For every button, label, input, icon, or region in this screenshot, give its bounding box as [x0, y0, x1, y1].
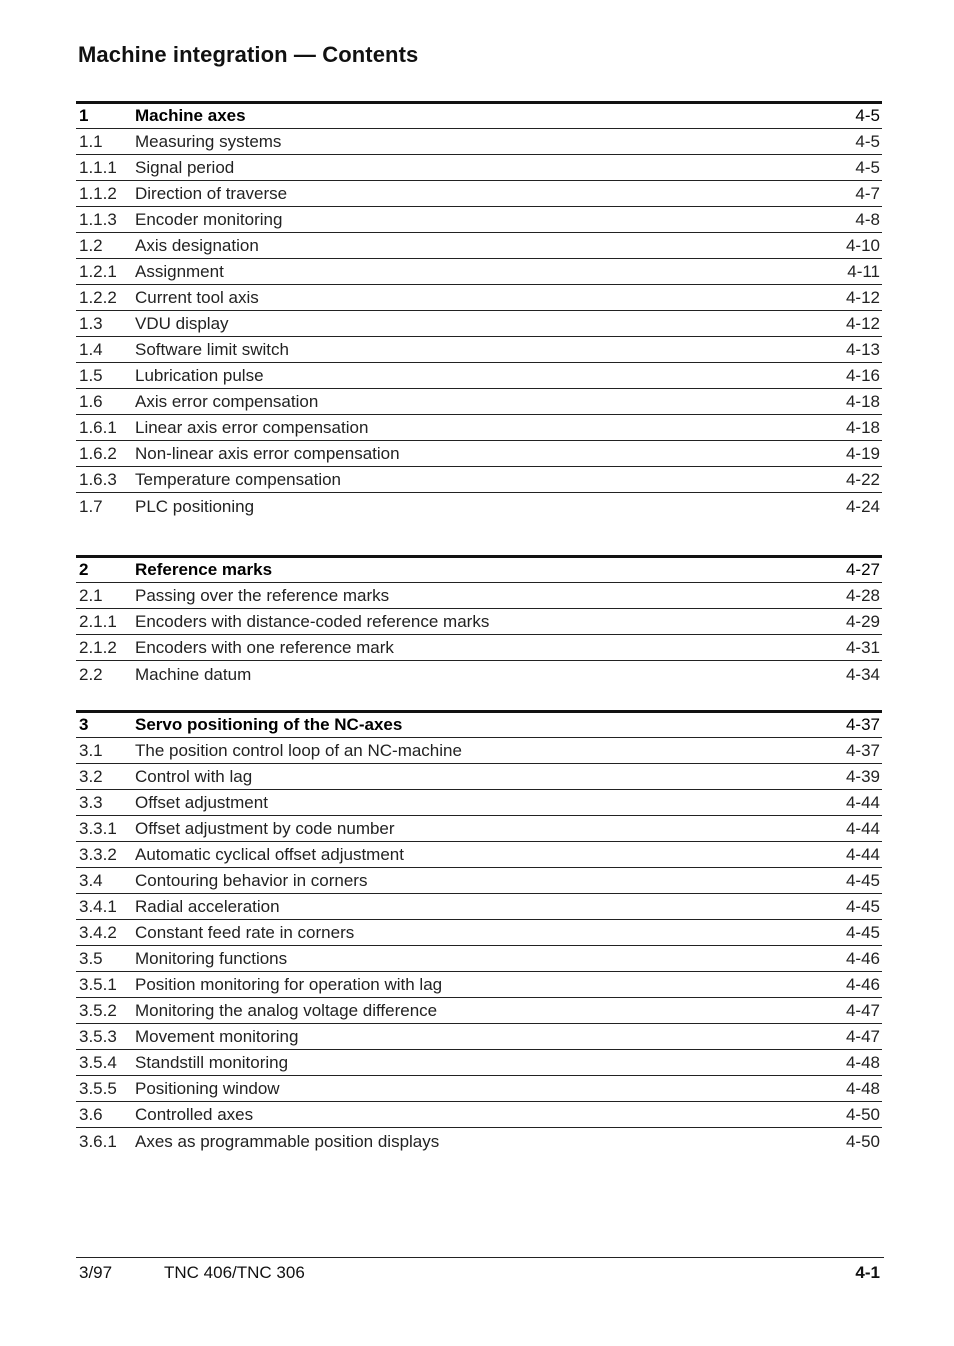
toc-entry-number: 1.1.3: [79, 210, 117, 229]
toc-entry-number: 3.3: [79, 793, 103, 812]
toc-entry-page: 4-45: [845, 923, 880, 942]
toc-entry-page: 4-34: [845, 665, 880, 684]
toc-entry-row: [76, 816, 882, 842]
toc-entry-title: Monitoring functions: [135, 949, 288, 968]
toc-entry-title: Radial acceleration: [135, 897, 280, 916]
toc-entry-row: [76, 467, 882, 493]
toc-entry-number: 3.5.3: [79, 1027, 117, 1046]
toc-section-reference-marks: [76, 555, 882, 687]
toc-entry-number: 1.2.2: [79, 288, 117, 307]
toc-entry-title: Standstill monitoring: [135, 1053, 289, 1072]
toc-entry-title: Non-linear axis error compensation: [135, 444, 400, 463]
toc-entry-number: 3.6: [79, 1105, 103, 1124]
toc-heading-row: [76, 710, 882, 738]
toc-entry-title: Encoders with one reference mark: [135, 638, 394, 657]
toc-entry-row: [76, 868, 882, 894]
toc-entry-row: [76, 609, 882, 635]
toc-entry-page: 4-45: [845, 871, 880, 890]
toc-entry-row: [76, 946, 882, 972]
toc-entry-number: 3.2: [79, 767, 103, 786]
toc-entry-number: 3.4: [79, 871, 103, 890]
toc-entry-number: 1.1.2: [79, 184, 117, 203]
toc-entry-title: Axes as programmable position displays: [135, 1132, 440, 1151]
toc-entry-title: Positioning window: [135, 1079, 280, 1098]
toc-section-servo-positioning: [76, 710, 882, 1154]
toc-entry-row: [76, 1102, 882, 1128]
toc-entry-page: 4-13: [845, 340, 880, 359]
footer-date: 3/97: [79, 1263, 113, 1282]
toc-entry-row: [76, 181, 882, 207]
toc-entry-number: 1.2: [79, 236, 103, 255]
toc-entry-page: 4-47: [845, 1001, 880, 1020]
toc-entry-number: 3.4.1: [79, 897, 117, 916]
toc-entry-title: Assignment: [135, 262, 224, 281]
toc-entry-number: 3.5.1: [79, 975, 117, 994]
toc-entry-title: Offset adjustment: [135, 793, 268, 812]
toc-section-machine-axes: [76, 101, 882, 519]
toc-entry-number: 3.5.5: [79, 1079, 117, 1098]
toc-entry-page: 4-37: [845, 741, 880, 760]
toc-entry-page: 4-44: [845, 819, 880, 838]
toc-entry-row: [76, 155, 882, 181]
toc-entry-number: 3.3.2: [79, 845, 117, 864]
toc-entry-number: 1.6: [79, 392, 103, 411]
toc-entry-number: 1.6.2: [79, 444, 117, 463]
toc-entry-row: [76, 1128, 882, 1154]
toc-entry-row: [76, 635, 882, 661]
toc-entry-row: [76, 842, 882, 868]
toc-entry-title: VDU display: [135, 314, 229, 333]
footer-model: TNC 406/TNC 306: [164, 1263, 305, 1282]
toc-entry-title: Passing over the reference marks: [135, 586, 390, 605]
toc-entry-row: [76, 337, 882, 363]
toc-entry-row: [76, 583, 882, 609]
toc-entry-row: [76, 972, 882, 998]
toc-entry-page: 4-44: [845, 845, 880, 864]
toc-entry-number: 3.1: [79, 741, 103, 760]
toc-entry-row: [76, 311, 882, 337]
toc-entry-page: 4-5: [855, 132, 880, 151]
toc-entry-row: [76, 764, 882, 790]
toc-entry-title: Constant feed rate in corners: [135, 923, 355, 942]
toc-entry-title: Control with lag: [135, 767, 253, 786]
toc-entry-number: 3.5.4: [79, 1053, 117, 1072]
toc-entry-row: [76, 129, 882, 155]
toc-entry-page: 4-18: [845, 418, 880, 437]
page-footer: [76, 1257, 884, 1282]
toc-entry-title: Axis designation: [135, 236, 259, 255]
toc-entry-number: 3.4.2: [79, 923, 117, 942]
footer-page-number: 4-1: [855, 1263, 880, 1282]
toc-entry-page: 4-48: [845, 1079, 880, 1098]
toc-entry-title: Machine datum: [135, 665, 252, 684]
toc-entry-title: Encoders with distance-coded reference marks: [135, 612, 490, 631]
toc-entry-page: 4-24: [845, 497, 880, 516]
toc-entry-title: Movement monitoring: [135, 1027, 299, 1046]
toc-entry-number: 1.3: [79, 314, 103, 333]
toc-entry-page: 4-5: [855, 158, 880, 177]
toc-entry-number: 1: [79, 106, 89, 125]
toc-heading-row: [76, 101, 882, 129]
toc-entry-title: Linear axis error compensation: [135, 418, 369, 437]
toc-entry-page: 4-45: [845, 897, 880, 916]
toc-entry-page: 4-47: [845, 1027, 880, 1046]
toc-entry-row: [76, 894, 882, 920]
toc-entry-page: 4-7: [855, 184, 880, 203]
toc-entry-row: [76, 790, 882, 816]
toc-entry-page: 4-12: [845, 288, 880, 307]
toc-entry-number: 3.5: [79, 949, 103, 968]
toc-entry-number: 1.1: [79, 132, 103, 151]
toc-entry-number: 3.5.2: [79, 1001, 117, 1020]
toc-entry-title: Measuring systems: [135, 132, 282, 151]
toc-entry-page: 4-18: [845, 392, 880, 411]
toc-entry-page: 4-27: [845, 560, 880, 579]
toc-entry-number: 3: [79, 715, 89, 734]
toc-entry-page: 4-50: [845, 1105, 880, 1124]
toc-entry-page: 4-12: [845, 314, 880, 333]
toc-entry-page: 4-44: [845, 793, 880, 812]
toc-entry-number: 2.1.2: [79, 638, 117, 657]
toc-entry-page: 4-8: [855, 210, 880, 229]
page-title: Machine integration — Contents: [78, 42, 419, 67]
toc-entry-title: Automatic cyclical offset adjustment: [135, 845, 404, 864]
toc-entry-row: [76, 285, 882, 311]
toc-entry-title: Direction of traverse: [135, 184, 288, 203]
toc-entry-number: 1.6.3: [79, 470, 117, 489]
toc-entry-title: Machine axes: [135, 106, 246, 125]
toc-entry-title: Current tool axis: [135, 288, 259, 307]
toc-entry-row: [76, 389, 882, 415]
toc-heading-row: [76, 555, 882, 583]
toc-entry-row: [76, 661, 882, 687]
toc-entry-page: 4-48: [845, 1053, 880, 1072]
toc-entry-title: Contouring behavior in corners: [135, 871, 368, 890]
toc-entry-page: 4-46: [845, 949, 880, 968]
toc-entry-row: [76, 920, 882, 946]
toc-entry-page: 4-31: [845, 638, 880, 657]
toc-entry-number: 1.7: [79, 497, 103, 516]
toc-entry-page: 4-19: [845, 444, 880, 463]
toc-entry-number: 3.3.1: [79, 819, 117, 838]
toc-entry-title: Signal period: [135, 158, 235, 177]
toc-entry-page: 4-50: [845, 1132, 880, 1151]
toc-entry-page: 4-11: [847, 262, 880, 281]
toc-entry-title: Monitoring the analog voltage difference: [135, 1001, 438, 1020]
toc-entry-title: The position control loop of an NC-machine: [135, 741, 462, 760]
toc-entry-number: 1.6.1: [79, 418, 117, 437]
toc-entry-row: [76, 1076, 882, 1102]
toc-entry-page: 4-5: [855, 106, 880, 125]
toc-entry-number: 2.2: [79, 665, 103, 684]
toc-entry-row: [76, 363, 882, 389]
toc-entry-page: 4-28: [845, 586, 880, 605]
toc-entry-title: Reference marks: [135, 560, 273, 579]
toc-entry-page: 4-29: [845, 612, 880, 631]
toc-entry-row: [76, 259, 882, 285]
toc-entry-row: [76, 1050, 882, 1076]
toc-entry-title: Encoder monitoring: [135, 210, 283, 229]
toc-entry-row: [76, 493, 882, 519]
toc-entry-page: 4-37: [845, 715, 880, 734]
toc-entry-page: 4-16: [845, 366, 880, 385]
toc-entry-page: 4-10: [845, 236, 880, 255]
toc-entry-title: Software limit switch: [135, 340, 289, 359]
toc-entry-title: Servo positioning of the NC-axes: [135, 715, 403, 734]
toc-entry-number: 2: [79, 560, 89, 579]
toc-entry-page: 4-22: [845, 470, 880, 489]
toc-entry-number: 2.1: [79, 586, 103, 605]
toc-entry-number: 2.1.1: [79, 612, 117, 631]
toc-entry-title: Controlled axes: [135, 1105, 254, 1124]
toc-entry-number: 3.6.1: [79, 1132, 117, 1151]
toc-entry-page: 4-39: [845, 767, 880, 786]
toc-entry-row: [76, 441, 882, 467]
toc-entry-title: PLC positioning: [135, 497, 255, 516]
toc-entry-title: Offset adjustment by code number: [135, 819, 395, 838]
toc-entry-title: Axis error compensation: [135, 392, 319, 411]
toc-entry-number: 1.4: [79, 340, 103, 359]
toc-entry-row: [76, 233, 882, 259]
toc-entry-title: Temperature compensation: [135, 470, 342, 489]
toc-entry-row: [76, 415, 882, 441]
toc-entry-page: 4-46: [845, 975, 880, 994]
toc-entry-row: [76, 207, 882, 233]
toc-entry-number: 1.1.1: [79, 158, 117, 177]
toc-entry-row: [76, 1024, 882, 1050]
toc-entry-number: 1.2.1: [79, 262, 117, 281]
toc-entry-row: [76, 998, 882, 1024]
toc-entry-row: [76, 738, 882, 764]
toc-entry-title: Position monitoring for operation with lag: [135, 975, 443, 994]
toc-entry-number: 1.5: [79, 366, 103, 385]
toc-entry-title: Lubrication pulse: [135, 366, 264, 385]
